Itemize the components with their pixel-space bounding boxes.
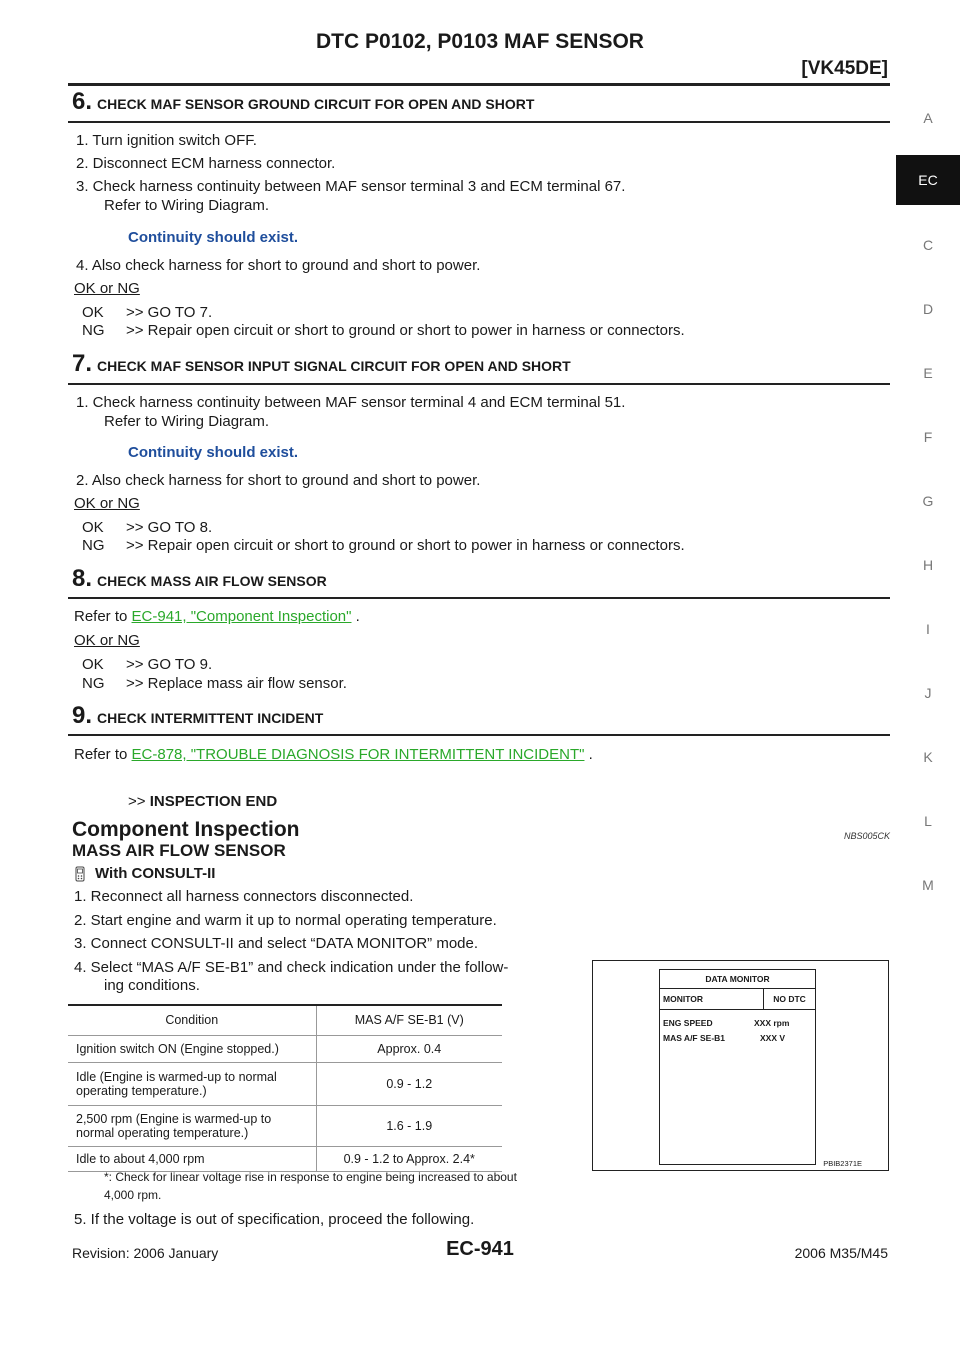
inspect-item-4-cont: ing conditions.	[104, 977, 200, 994]
step6-ok-key: OK	[82, 304, 104, 321]
step6-spec: Continuity should exist.	[128, 229, 299, 246]
side-tab-l[interactable]: L	[924, 813, 932, 829]
step7-ok-or-ng: OK or NG	[74, 495, 140, 512]
end-text: INSPECTION END	[149, 793, 278, 810]
step-9-heading	[72, 702, 323, 730]
step6-ok-or-ng: OK or NG	[74, 280, 140, 297]
table-cell: Idle to about 4,000 rpm	[68, 1146, 316, 1171]
end-arrow: >>	[128, 793, 146, 810]
monitor-figure	[592, 960, 889, 1171]
step7-spec: Continuity should exist.	[128, 444, 299, 461]
step-title: CHECK INTERMITTENT INCIDENT	[97, 710, 324, 726]
figure-code: PBIB2371E	[823, 1159, 862, 1168]
footer-page-number: EC-941	[446, 1238, 514, 1260]
step7-ok-value: >> GO TO 8.	[126, 519, 213, 536]
step9-refer	[74, 746, 593, 763]
refer-suffix: .	[351, 608, 360, 625]
step-rule	[68, 734, 890, 736]
table-cell: 2,500 rpm (Engine is warmed-up to normal operating temperature.)	[68, 1105, 316, 1146]
spec-table	[68, 1004, 502, 1172]
monitor-row-label: MAS A/F SE-B1	[663, 1033, 726, 1043]
step6-item-3-ref: Refer to Wiring Diagram.	[104, 197, 270, 214]
step8-ng-value: >> Replace mass air flow sensor.	[126, 675, 347, 692]
header-divider	[68, 83, 890, 86]
side-tab-m[interactable]: M	[922, 877, 934, 893]
side-tab-k[interactable]: K	[923, 749, 933, 765]
step6-item-2: 2. Disconnect ECM harness connector.	[76, 155, 336, 172]
step9-end	[128, 793, 277, 810]
step-number: 9.	[72, 702, 93, 729]
refer-label: Refer to	[74, 746, 132, 763]
step7-item-1: 1. Check harness continuity between MAF sensor terminal 4 and ECM terminal 51.	[76, 394, 626, 411]
step8-ng-key: NG	[82, 675, 105, 692]
step7-ok-key: OK	[82, 519, 104, 536]
step-title: CHECK MAF SENSOR INPUT SIGNAL CIRCUIT FOR OPEN AND SHORT	[97, 358, 571, 374]
table-header-cell: Condition	[68, 1005, 316, 1035]
table-row	[68, 1146, 502, 1171]
consult-heading	[72, 865, 215, 882]
monitor-row-value: XXX rpm	[754, 1018, 790, 1028]
monitor-col-label: MONITOR	[660, 989, 764, 1009]
footer-model: 2006 M35/M45	[794, 1245, 888, 1261]
monitor-status: NO DTC	[773, 994, 806, 1004]
step-rule	[68, 383, 890, 385]
step7-ng-value: >> Repair open circuit or short to ground or short to power in harness or connectors.	[126, 537, 685, 554]
side-tab-d[interactable]: D	[922, 301, 934, 317]
inspect-item-2: 2. Start engine and warm it up to normal operating temperature.	[74, 912, 497, 929]
side-tab-i[interactable]: I	[926, 621, 930, 637]
step6-item-4: 4. Also check harness for short to ground and short to power.	[76, 257, 481, 274]
table-row	[68, 1062, 502, 1105]
step6-ok-value: >> GO TO 7.	[126, 304, 213, 321]
engine-code: [VK45DE]	[801, 58, 888, 79]
table-cell: 1.6 - 1.9	[316, 1105, 502, 1146]
step-rule	[68, 597, 890, 599]
step-number: 7.	[72, 350, 93, 377]
table-row	[68, 1105, 502, 1146]
consult-tool-icon	[72, 866, 88, 882]
step-number: 8.	[72, 565, 93, 592]
side-tab-f[interactable]: F	[923, 429, 933, 445]
inspect-item-3: 3. Connect CONSULT-II and select “DATA MONITOR” mode.	[74, 935, 479, 952]
footer-revision: Revision: 2006 January	[72, 1245, 219, 1261]
subsection-title: MASS AIR FLOW SENSOR	[72, 841, 286, 860]
step-rule	[68, 121, 890, 123]
table-header-row	[68, 1005, 502, 1035]
step6-item-3: 3. Check harness continuity between MAF sensor terminal 3 and ECM terminal 67.	[76, 178, 626, 195]
refer-label: Refer to	[74, 608, 132, 625]
table-note-cont: 4,000 rpm.	[104, 1188, 162, 1202]
step-title: CHECK MASS AIR FLOW SENSOR	[97, 573, 327, 589]
inspect-item-4: 4. Select “MAS A/F SE-B1” and check indication under the follow-	[74, 959, 509, 976]
table-cell: 0.9 - 1.2	[316, 1062, 502, 1105]
side-tab-c[interactable]: C	[922, 237, 934, 253]
step8-ok-key: OK	[82, 656, 104, 673]
inspect-item-5: 5. If the voltage is out of specification, proceed the following.	[74, 1211, 475, 1228]
table-row	[68, 1035, 502, 1062]
table-cell: Idle (Engine is warmed-up to normal operating temperature.)	[68, 1062, 316, 1105]
monitor-screen	[659, 969, 816, 1165]
table-header-cell: MAS A/F SE-B1 (V)	[316, 1005, 502, 1035]
side-tab-a[interactable]: A	[923, 110, 933, 126]
section-code: NBS005CK	[843, 831, 890, 841]
step-7-heading	[72, 350, 571, 378]
step7-item-1-ref: Refer to Wiring Diagram.	[104, 413, 270, 430]
step6-item-1: 1. Turn ignition switch OFF.	[76, 132, 257, 149]
table-cell: 0.9 - 1.2 to Approx. 2.4*	[316, 1146, 502, 1171]
intermittent-incident-link[interactable]: EC-878, "TROUBLE DIAGNOSIS FOR INTERMITTENT INCIDENT"	[131, 746, 585, 763]
side-tab-g[interactable]: G	[922, 493, 934, 509]
step7-item-2: 2. Also check harness for short to ground and short to power.	[76, 472, 481, 489]
consult-label: With CONSULT-II	[95, 865, 216, 882]
inspect-item-1: 1. Reconnect all harness connectors disconnected.	[74, 888, 414, 905]
table-cell: Ignition switch ON (Engine stopped.)	[68, 1035, 316, 1062]
step-6-heading	[72, 88, 534, 116]
step8-refer	[74, 608, 360, 625]
section-title: Component Inspection	[72, 818, 300, 841]
table-note: *: Check for linear voltage rise in response to engine being increased to about	[104, 1170, 517, 1184]
side-tab-h[interactable]: H	[922, 557, 934, 573]
component-inspection-link[interactable]: EC-941, "Component Inspection"	[131, 608, 352, 625]
step6-ng-key: NG	[82, 322, 105, 339]
step-8-heading	[72, 565, 327, 593]
table-cell: Approx. 0.4	[316, 1035, 502, 1062]
monitor-row-value: XXX V	[760, 1033, 786, 1043]
monitor-header-row	[660, 989, 815, 1010]
step8-ok-or-ng: OK or NG	[74, 632, 140, 649]
step-title: CHECK MAF SENSOR GROUND CIRCUIT FOR OPEN AND SHORT	[97, 96, 535, 112]
monitor-row-label: ENG SPEED	[663, 1018, 713, 1028]
page-title: DTC P0102, P0103 MAF SENSOR	[316, 30, 644, 53]
step6-ng-value: >> Repair open circuit or short to ground or short to power in harness or connectors.	[126, 322, 685, 339]
side-tab-j[interactable]: J	[924, 685, 932, 701]
monitor-title: DATA MONITOR	[660, 970, 815, 989]
side-tab-e[interactable]: E	[923, 365, 933, 381]
side-tab-ec[interactable]: EC	[896, 155, 960, 205]
refer-suffix: .	[584, 746, 593, 763]
step-number: 6.	[72, 88, 93, 115]
step7-ng-key: NG	[82, 537, 105, 554]
step8-ok-value: >> GO TO 9.	[126, 656, 213, 673]
